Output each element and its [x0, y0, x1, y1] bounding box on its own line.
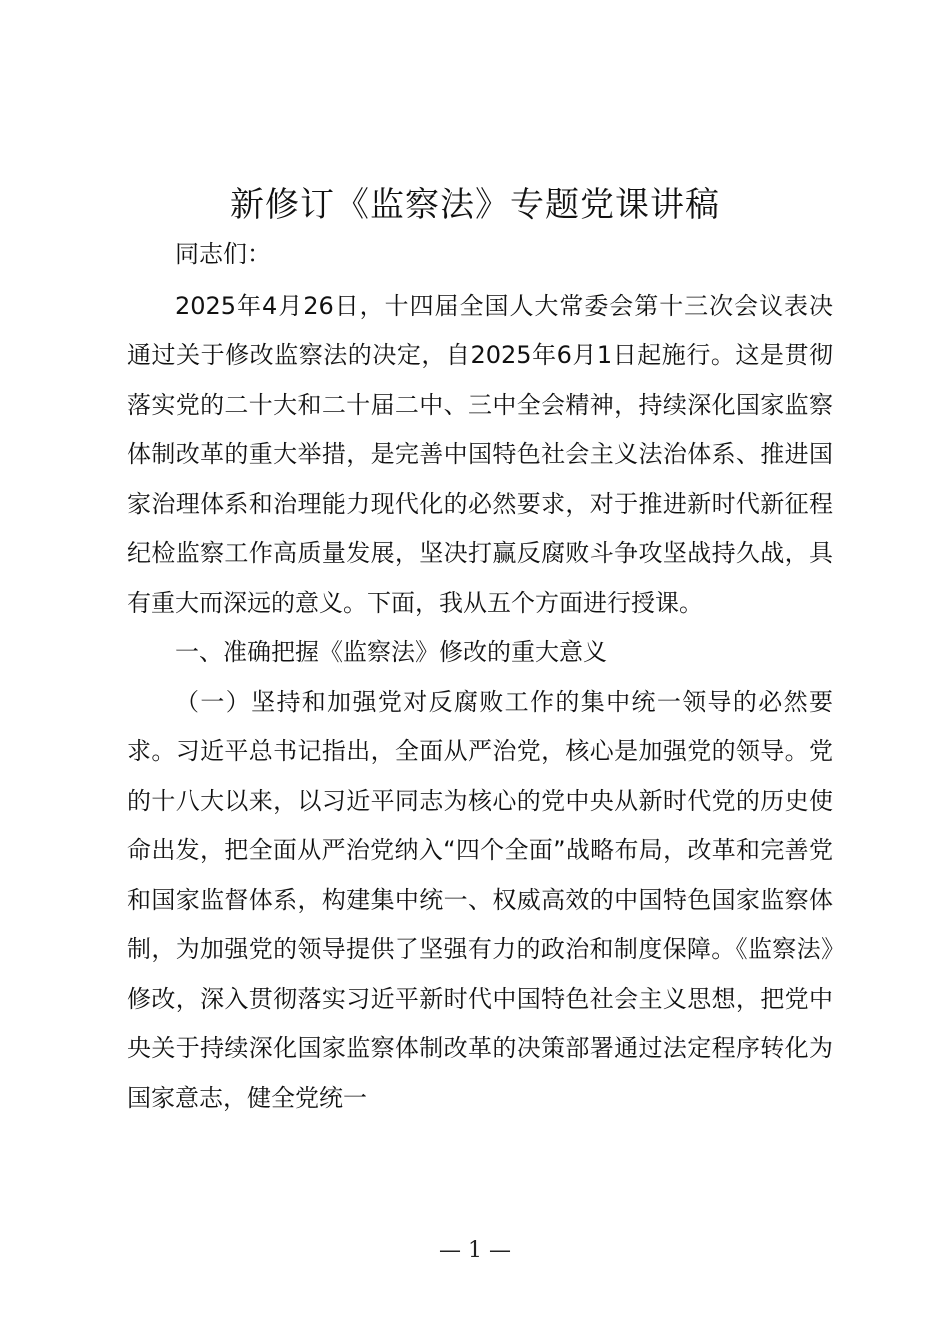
- page-number: — 1 —: [439, 1238, 511, 1263]
- paragraph-subsection-1: （一）坚持和加强党对反腐败工作的集中统一领导的必然要求。习近平总书记指出，全面从严治党，核心是加强党的领导。党的十八大以来，以习近平同志为核心的党中央从新时代党的历史使命出发，把全面从严治党纳入“四个全面”战略布局，改革和完善党和国家监督体系，构建集中统一、权威高效的中国特色国家监察体制，为加强党的领导提供了坚强有力的政治和制度保障。《监察法》修改，深入贯彻落实习近平新时代中国特色社会主义思想，把党中央关于持续深化国家监察体制改革的决策部署通过法定程序转化为国家意志，健全党统一: [127, 687, 833, 1112]
- document-title: 新修订《监察法》专题党课讲稿: [230, 185, 720, 225]
- document-body: [127, 230, 833, 1123]
- section-heading-1: 一、准确把握《监察法》修改的重大意义: [175, 638, 607, 666]
- paragraph-intro: 2025年4月26日，十四届全国人大常委会第十三次会议表决通过关于修改监察法的决定，自2025年6月1日起施行。这是贯彻落实党的二十大和二十届二中、三中全会精神，持续深化国家监察体制改革的重大举措，是完善中国特色社会主义法治体系、推进国家治理体系和治理能力现代化的必然要求，对于推进新时代新征程纪检监察工作高质量发展，坚决打赢反腐败斗争攻坚战持久战，具有重大而深远的意义。下面，我从五个方面进行授课。: [127, 291, 833, 617]
- salutation: 同志们：: [175, 240, 271, 268]
